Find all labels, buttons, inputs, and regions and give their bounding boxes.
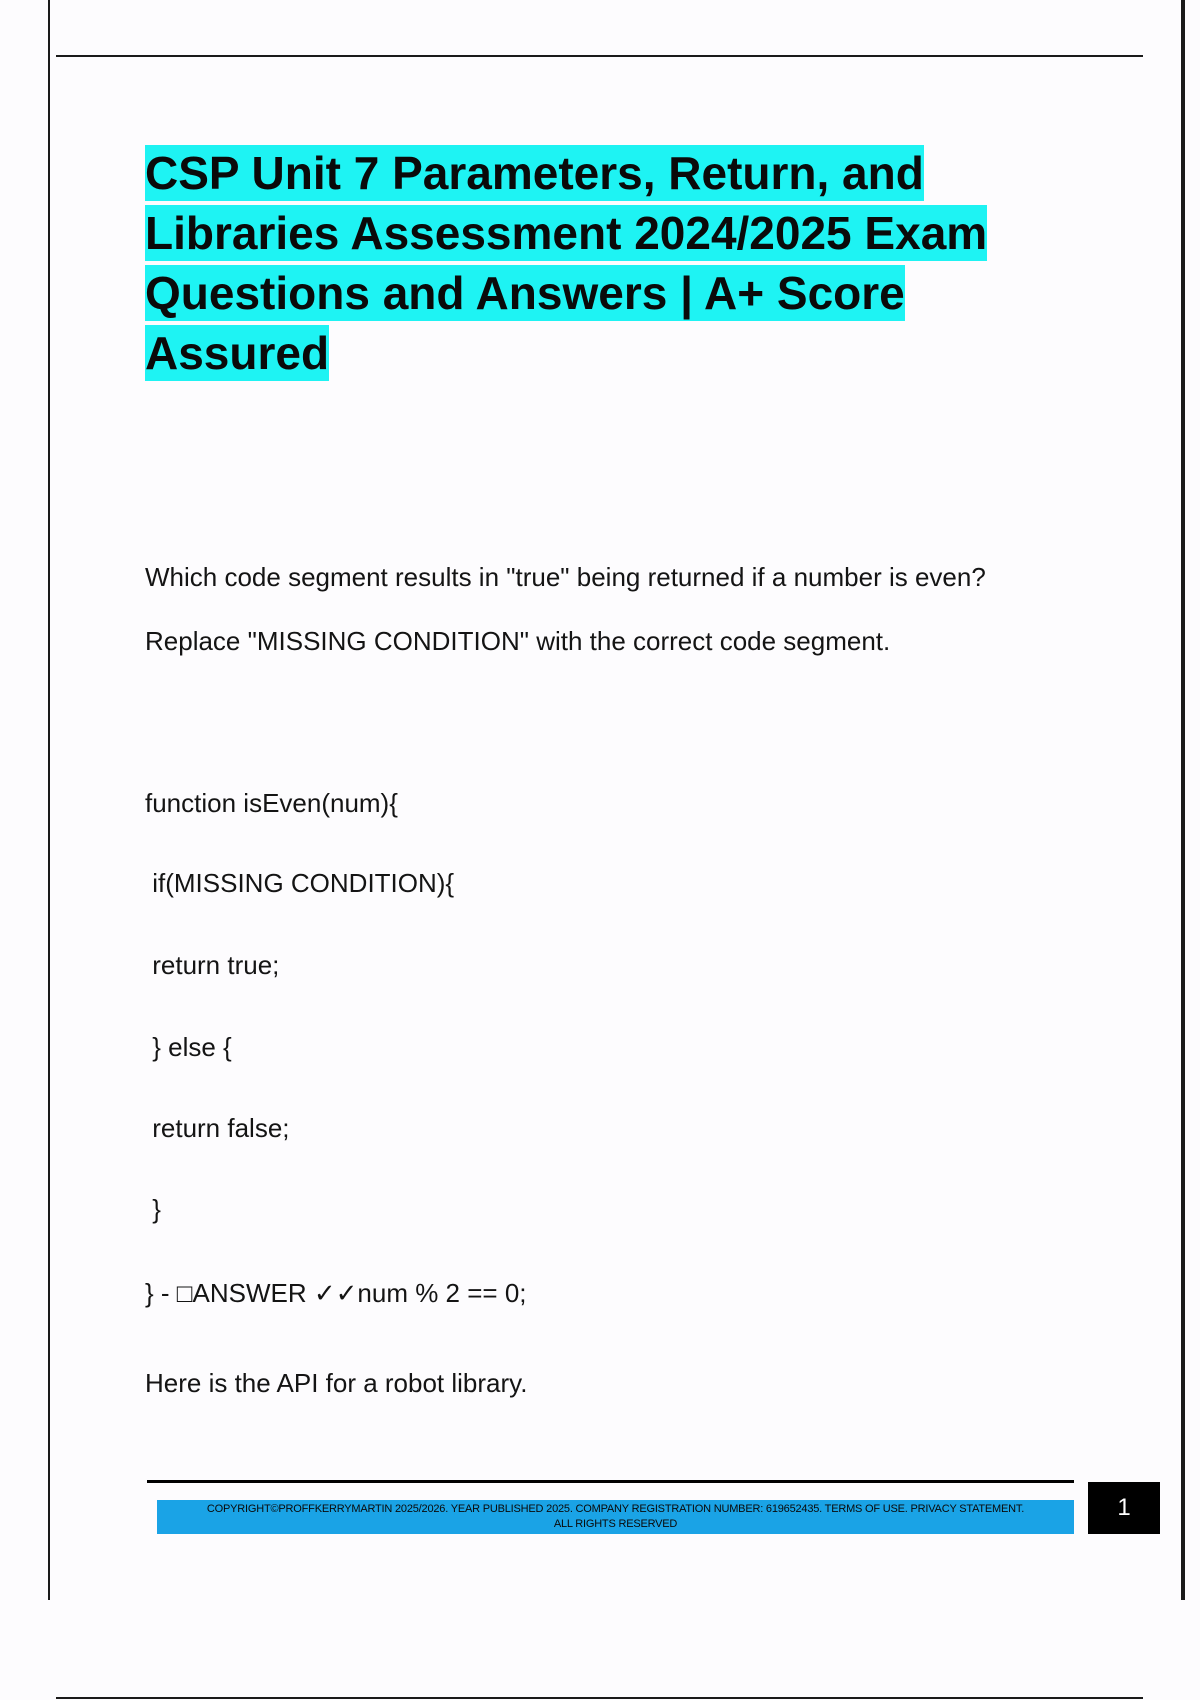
code-line: } else { (145, 1032, 232, 1062)
copyright-bar (157, 1500, 1074, 1534)
next-question-text: Here is the API for a robot library. (145, 1368, 528, 1398)
question-instruction: Replace "MISSING CONDITION" with the correct code segment. (145, 626, 891, 656)
answer-line: } - □ANSWER ✓✓num % 2 == 0; (145, 1278, 527, 1308)
next-page-rule (56, 1697, 1143, 1699)
page-border-left (48, 0, 50, 1600)
code-line: return true; (145, 950, 280, 980)
document-title (145, 143, 1065, 383)
code-line: return false; (145, 1113, 290, 1143)
rights-reserved-text: ALL RIGHTS RESERVED (553, 1518, 678, 1530)
copyright-text: COPYRIGHT©PROFFKERRYMARTIN 2025/2026. YEAR PUBLISHED 2025. COMPANY REGISTRATION NUMBER: 619652435. TERMS OF USE. PRIVACY STATEMENT. (206, 1503, 1025, 1515)
question-text: Which code segment results in "true" being returned if a number is even? (145, 562, 986, 592)
code-line: function isEven(num){ (145, 788, 398, 818)
document-title-text: CSP Unit 7 Parameters, Return, and Libraries Assessment 2024/2025 Exam Questions and Answers | A+ Score Assured (145, 147, 988, 379)
page-number: 1 (1088, 1482, 1160, 1534)
footer-rule (147, 1480, 1074, 1483)
page-border-right (1181, 0, 1185, 1600)
code-line: } (145, 1194, 161, 1224)
header-rule (56, 55, 1143, 57)
code-line: if(MISSING CONDITION){ (145, 868, 455, 898)
